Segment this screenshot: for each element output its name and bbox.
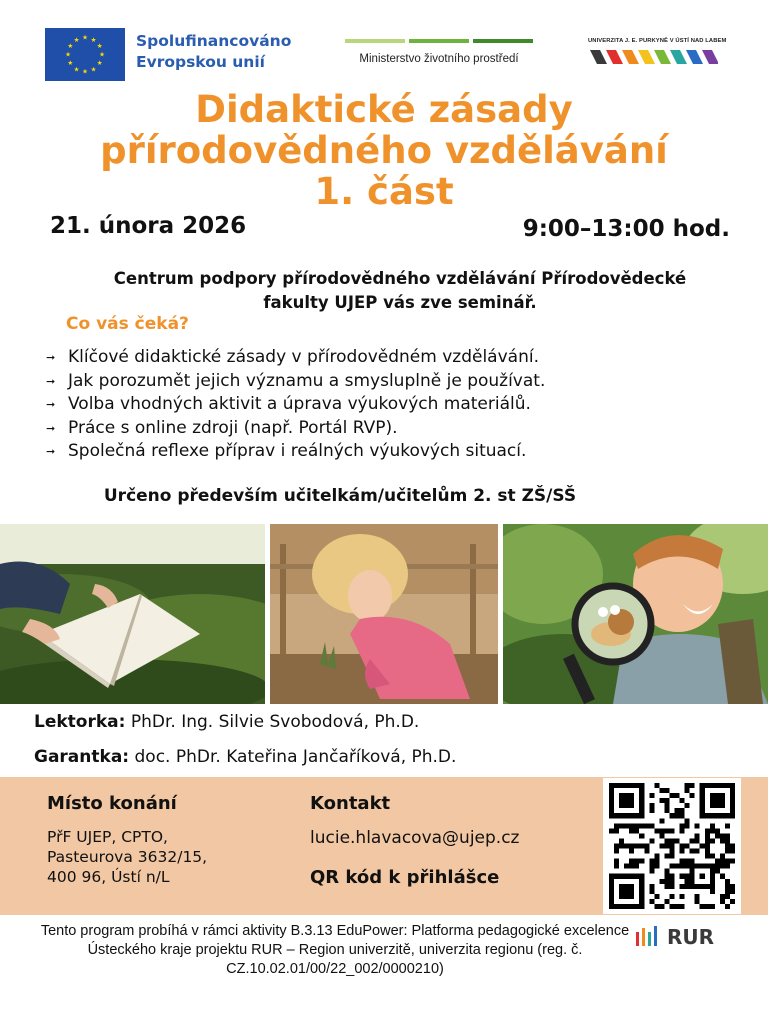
eu-star-icon: ★ xyxy=(82,67,88,76)
garant-name: doc. PhDr. Kateřina Jančaříková, Ph.D. xyxy=(134,747,457,767)
place-address xyxy=(47,827,207,887)
garant-label: Garantka: xyxy=(34,747,130,767)
university-stripe xyxy=(606,50,623,64)
eu-star-icon: ★ xyxy=(96,42,103,51)
eu-star-icon: ★ xyxy=(90,35,97,44)
eu-star-icon: ★ xyxy=(96,59,103,68)
place-heading: Místo konání xyxy=(47,793,177,814)
intro-line2: fakulty UJEP vás zve seminář. xyxy=(263,293,537,312)
qr-label: QR kód k přihlášce xyxy=(310,867,500,888)
ministry-name: Ministerstvo životního prostředí xyxy=(359,53,519,65)
university-stripe xyxy=(654,50,671,64)
rur-bars-icon xyxy=(635,924,661,950)
eu-star-icon: ★ xyxy=(82,33,88,42)
arrow-right-icon: ➞ xyxy=(46,398,56,411)
university-stripe xyxy=(702,50,718,64)
place-line: Pasteurova 3632/15, xyxy=(47,848,208,866)
intro-text xyxy=(40,267,760,315)
eu-star-icon: ★ xyxy=(67,59,74,68)
university-name: UNIVERZITA J. E. PURKYNĚ V ÚSTÍ NAD LABEM xyxy=(588,38,727,44)
arrow-right-icon: ➞ xyxy=(46,421,56,435)
contact-email-link[interactable]: lucie.hlavacova@ujep.cz xyxy=(310,828,520,848)
ministry-bar-3 xyxy=(473,39,533,43)
ministry-color-bars xyxy=(345,39,533,43)
ministry-logo xyxy=(345,39,533,65)
photo-boy-with-magnifier-and-snail xyxy=(503,524,768,704)
event-date: 21. února 2026 xyxy=(50,213,247,239)
list-item xyxy=(46,393,545,417)
place-line: 400 96, Ústí n/L xyxy=(47,868,170,886)
university-stripe xyxy=(638,50,655,64)
rur-logo xyxy=(635,924,714,950)
eu-star-icon: ★ xyxy=(65,50,71,59)
audience-text: Určeno především učitelkám/učitelům 2. st ZŠ/SŠ xyxy=(103,486,577,506)
eu-star-icon: ★ xyxy=(73,35,80,44)
eu-flag-logo xyxy=(45,28,125,81)
eu-star-icon: ★ xyxy=(90,65,97,74)
lector-label: Lektorka: xyxy=(34,712,126,732)
agenda-list xyxy=(46,346,545,464)
event-time: 9:00–13:00 hod. xyxy=(522,216,730,242)
page-title xyxy=(0,89,768,212)
lector-line xyxy=(34,712,419,732)
eu-stars-icon xyxy=(45,28,125,81)
agenda-item-text: Klíčové didaktické zásady v přírodovědném vzdělávání. xyxy=(68,347,539,367)
list-item xyxy=(46,440,545,464)
university-stripe xyxy=(686,50,703,64)
eu-text-line1: Spolufinancováno xyxy=(136,32,292,50)
arrow-right-icon: ➞ xyxy=(46,351,56,364)
title-line2: přírodovědného vzdělávání xyxy=(100,129,668,172)
eu-cofinance-text xyxy=(136,31,291,73)
university-stripes-icon xyxy=(588,47,718,67)
ministry-bar-2 xyxy=(409,39,469,43)
eu-star-icon: ★ xyxy=(99,50,105,59)
agenda-item-text: Společná reflexe příprav i reálných výukových situací. xyxy=(68,441,527,461)
university-logo xyxy=(588,38,727,67)
registration-qr-code[interactable] xyxy=(603,778,741,914)
agenda-heading: Co vás čeká? xyxy=(66,314,189,334)
qr-code-icon xyxy=(608,783,736,909)
list-item xyxy=(46,370,545,394)
agenda-item-text: Jak porozumět jejich významu a smysluplně je používat. xyxy=(68,370,546,391)
eu-text-line2: Evropskou unií xyxy=(136,53,265,71)
photo-child-looking-at-plant xyxy=(270,524,498,704)
list-item xyxy=(46,346,545,370)
ministry-bar-1 xyxy=(345,39,405,43)
agenda-item-text: Práce s online zdroji (např. Portál RVP). xyxy=(68,417,398,438)
arrow-right-icon: ➞ xyxy=(46,374,56,388)
university-stripe xyxy=(590,50,607,64)
intro-line1: Centrum podpory přírodovědného vzdělávání Přírodovědecké xyxy=(113,269,687,288)
arrow-right-icon: ➞ xyxy=(46,445,56,458)
rur-logo-text: RUR xyxy=(667,925,715,949)
title-line3: 1. část xyxy=(314,170,454,213)
university-stripe xyxy=(670,50,687,64)
list-item xyxy=(46,417,545,441)
place-line: PřF UJEP, CPTO, xyxy=(47,828,168,846)
contact-heading: Kontakt xyxy=(310,793,391,814)
footer-text: Tento program probíhá v rámci aktivity B.3.13 EduPower: Platforma pedagogické excelence Ústeckého kraje projektu RUR – Region univerzitě, univerzita regionu (reg. č. CZ.10.02.01/00/22_002/0000210) xyxy=(40,923,630,977)
agenda-item-text: Volba vhodných aktivit a úprava výukových materiálů. xyxy=(68,394,531,414)
university-stripe xyxy=(622,50,639,64)
photo-open-book-on-grass xyxy=(0,524,265,704)
lector-name: PhDr. Ing. Silvie Svobodová, Ph.D. xyxy=(130,712,420,732)
eu-star-icon: ★ xyxy=(67,42,74,51)
garant-line xyxy=(34,747,456,767)
title-line1: Didaktické zásady xyxy=(195,88,573,131)
eu-star-icon: ★ xyxy=(73,65,80,74)
